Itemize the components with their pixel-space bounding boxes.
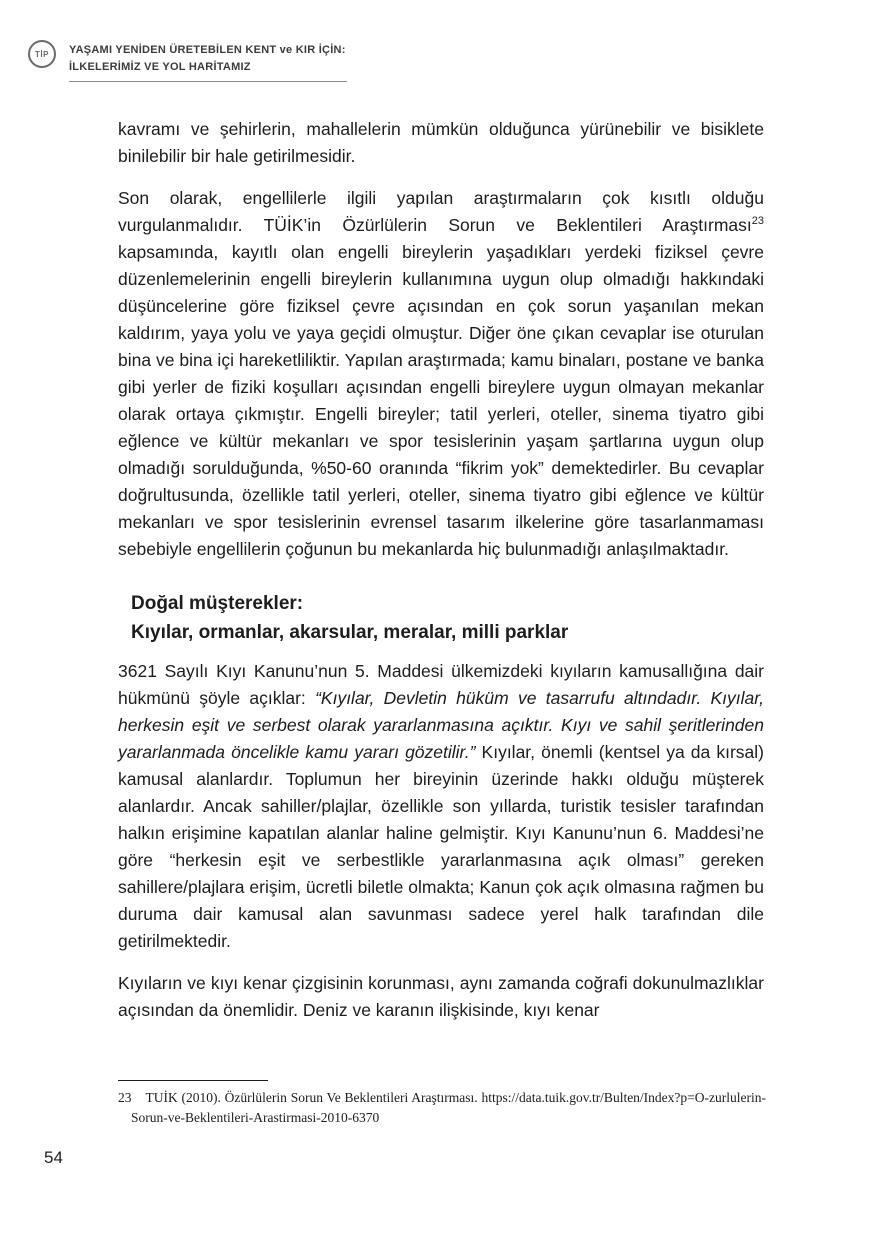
tip-party-logo-icon: TİP xyxy=(28,40,56,68)
paragraph-3-text-start: 3621 Sayılı Kıyı Kanunu’nun 5. Maddesi ülkemizdeki kıyıların kamusallığına dair hükmünü şöyle açıklar: xyxy=(118,660,764,708)
footnote-reference-23: 23 xyxy=(751,215,764,228)
footnote-23 xyxy=(118,1088,766,1129)
paragraph-2-text-start: Son olarak, engellilerle ilgili yapılan araştırmaların çok kısıtlı olduğu vurgulanmalıdır. TÜİK’in Özürlülerin Sorun ve Beklentileri Araştırması xyxy=(118,188,764,235)
paragraph-4: Kıyıların ve kıyı kenar çizgisinin korunması, aynı zamanda coğrafi dokunulmazlıklar açısından da önemlidir. Deniz ve karanın ilişkisinde, kıyı kenar xyxy=(118,972,764,1020)
section-heading-line1: Doğal müşterekler: xyxy=(131,593,304,614)
page-content xyxy=(118,116,764,1039)
paragraph-3 xyxy=(118,658,764,955)
law-quote: “Kıyılar, Devletin hüküm ve tasarrufu altındadır. Kıyılar, herkesin eşit ve serbest olarak yararlanmasına açıktır. Kıyı ve sahil şeritlerinden yararlanmada öncelikle kamu yararı gözetilir.” xyxy=(118,687,764,762)
footnote-area xyxy=(118,1080,766,1129)
footnote-rule xyxy=(118,1080,268,1081)
running-header-line1: YAŞAMI YENİDEN ÜRETEBİLEN KENT ve KIR İÇİN: xyxy=(69,44,346,56)
section-heading-line2: Kıyılar, ormanlar, akarsular, meralar, milli parklar xyxy=(131,622,569,644)
running-header xyxy=(69,40,347,82)
running-header-line2: İLKELERİMİZ VE YOL HARİTAMIZ xyxy=(69,61,251,74)
paragraph-3-text-end: Kıyılar, önemli (kentsel ya da kırsal) kamusal alanlardır. Toplumun her bireyinin üzerinde hakkı olduğu müşterek alanlardır. Ancak sahiller/plajlar, özellikle son yıllarda, turistik tesisler tarafından halkın erişimine kapatılan alanlar haline gelmiştir. Kıyı Kanunu’nun 6. Maddesi’ne göre “herkesin eşit ve serbestlikle yararlanmasına açık olması” gereken sahillere/plajlara erişim, ücretli biletle olmakta; Kanun çok açık olmasına rağmen bu duruma dair kamusal alan savunması sadece yerel halk tarafından dile getirilmektedir. xyxy=(118,741,764,951)
footnote-number: 23 xyxy=(118,1090,132,1105)
paragraph-2 xyxy=(118,185,764,563)
paragraph-2-text-end: kapsamında, kayıtlı olan engelli bireylerin yaşadıkları yerdeki fiziksel çevre düzenlemelerinin engelli bireylerin kullanımına uygun olup olmadığı hakkındaki düşüncelerine göre fiziksel çevre açısından en çok sorun yaşanılan mekan kaldırım, yaya yolu ve yaya geçidi olmuştur. Diğer öne çıkan cevaplar ise oturulan bina ve bina içi hareketliliktir. Yapılan araştırmada; kamu binaları, postane ve banka gibi yerler de fiziki koşulları açısından engelli bireylere uygun olmayan mekanlar olarak ortaya çıkmıştır. Engelli bireyler; tatil yerleri, oteller, sinema tiyatro gibi eğlence ve kültür mekanları ve spor tesislerinin yaşam şartlarına uygun olup olmadığı sorulduğunda, %50-60 oranında “fikrim yok” demektedirler. Bu cevaplar doğrultusunda, özellikle tatil yerleri, oteller, sinema tiyatro gibi eğlence ve kültür mekanları ve spor tesislerinin evrensel tasarım ilkelerine göre tasarlanmaması sebebiyle engellilerin çoğunun bu mekanlarda hiç bulunmadığı anlaşılmaktadır. xyxy=(118,242,764,559)
page-number: 54 xyxy=(44,1148,63,1167)
section-heading xyxy=(118,589,764,648)
page-header xyxy=(28,40,347,82)
paragraph-1: kavramı ve şehirlerin, mahallelerin mümkün olduğunca yürünebilir ve bisiklete binilebilir bir hale getirilmesidir. xyxy=(118,119,764,166)
footnote-text: TUİK (2010). Özürlülerin Sorun Ve Beklentileri Araştırması. https://data.tuik.gov.tr/Bulten/Index?p=O-zurlulerin-Sorun-ve-Beklentileri-Arastirmasi-2010-6370 xyxy=(131,1090,766,1126)
header-rule xyxy=(69,81,347,82)
